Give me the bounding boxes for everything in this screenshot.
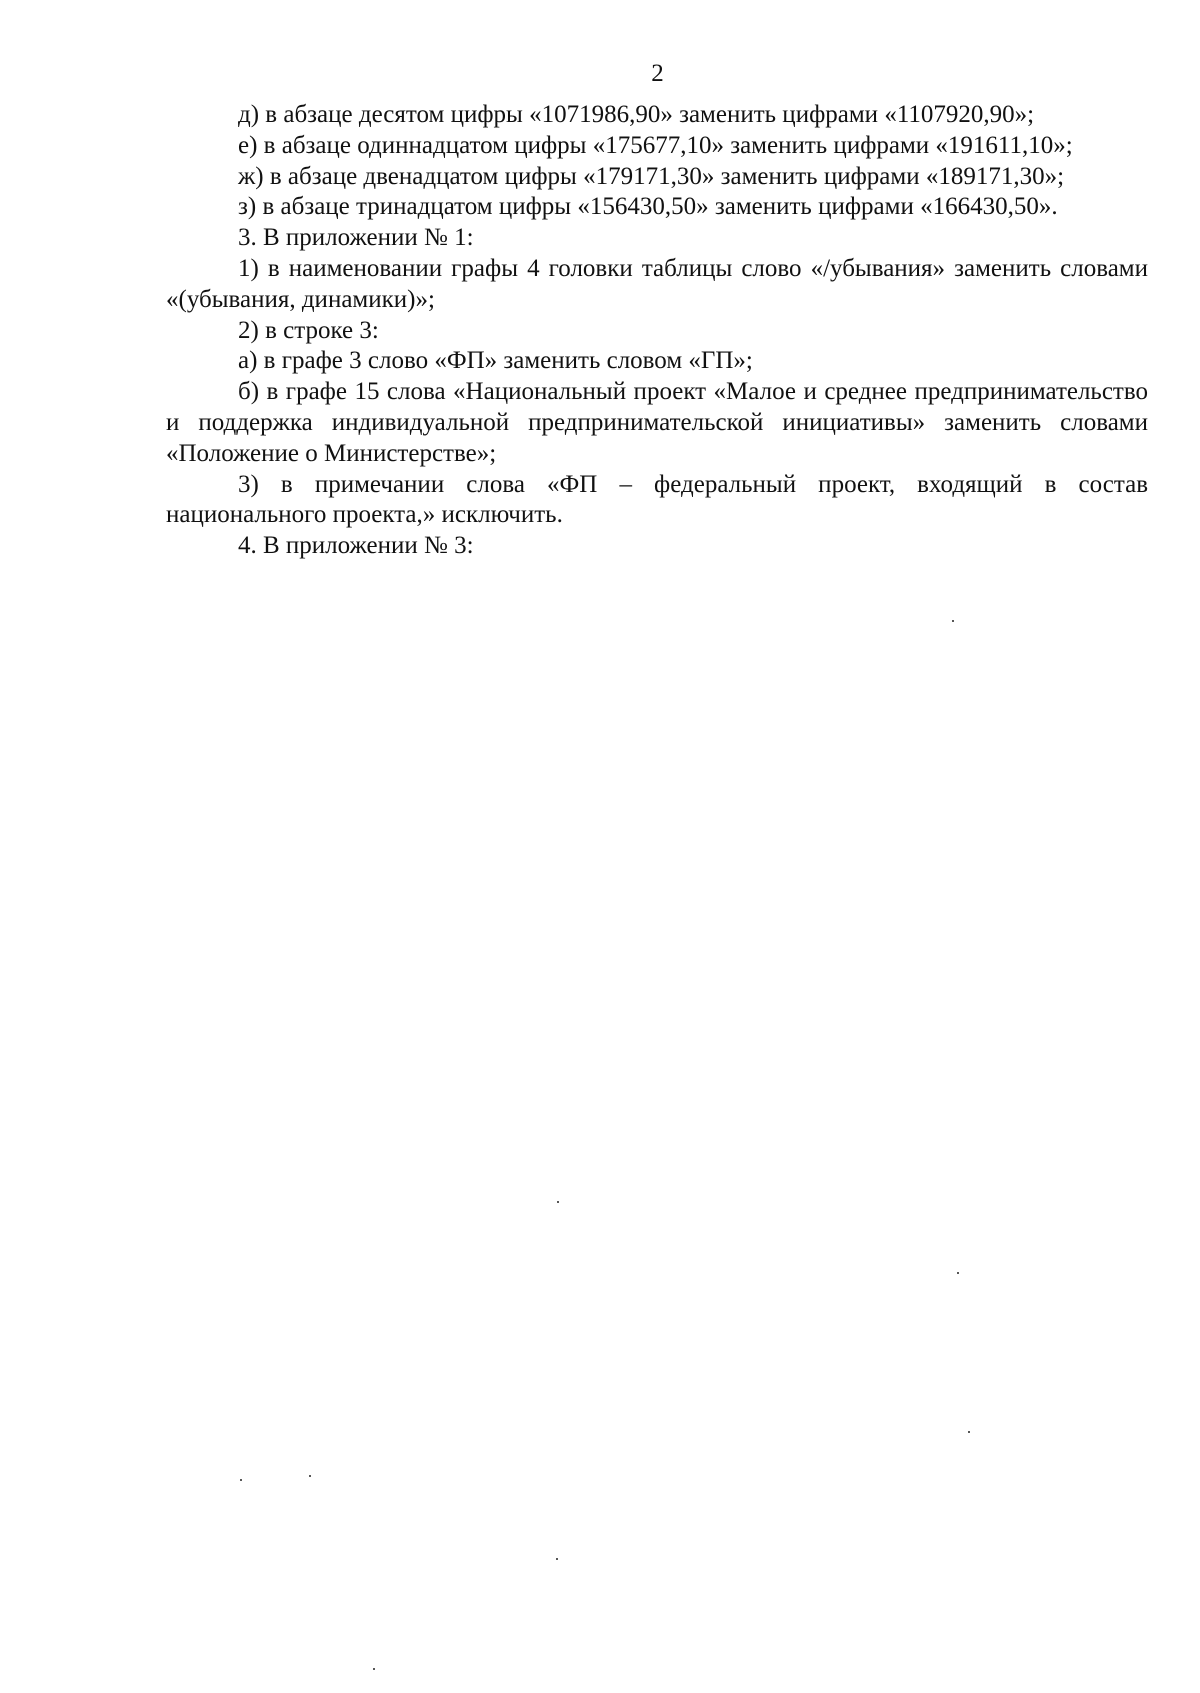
scan-speck <box>373 1668 375 1670</box>
paragraph-section-3-heading: 3. В приложении № 1: <box>238 224 474 252</box>
paragraph-item-b: б) в графе 15 слова «Национальный проект «Малое и среднее предпринимательство и поддержка индивидуальной предпринимательской инициативы» заменить словами «Положение о Министерстве»; <box>166 378 1148 467</box>
paragraph-item-z: з) в абзаце тринадцатом цифры «156430,50» заменить цифрами «166430,50». <box>238 193 1058 221</box>
scan-speck <box>556 1558 558 1560</box>
scan-speck <box>309 1475 311 1477</box>
scan-speck <box>957 1272 959 1274</box>
paragraph-item-1: 1) в наименовании графы 4 головки таблицы слово «/убывания» заменить словами «(убывания, динамики)»; <box>166 254 1148 313</box>
paragraph-item-d: д) в абзаце десятом цифры «1071986,90» заменить цифрами «1107920,90»; <box>238 101 1035 128</box>
paragraph-item-3: 3) в примечании слова «ФП – федеральный проект, входящий в состав национального проекта,» исключить. <box>166 470 1148 529</box>
scan-speck <box>952 620 954 622</box>
paragraph-item-a: а) в графе 3 слово «ФП» заменить словом «ГП»; <box>238 347 753 375</box>
scan-speck <box>240 1479 242 1481</box>
paragraph-item-2: 2) в строке 3: <box>238 316 379 344</box>
paragraph-item-zh: ж) в абзаце двенадцатом цифры «179171,30» заменить цифрами «189171,30»; <box>238 162 1065 190</box>
document-body <box>166 100 1148 562</box>
scan-speck <box>968 1431 970 1433</box>
paragraph-item-e: е) в абзаце одиннадцатом цифры «175677,10» заменить цифрами «191611,10»; <box>238 131 1073 159</box>
page-number: 2 <box>651 60 664 87</box>
paragraph-section-4-heading: 4. В приложении № 3: <box>238 532 474 560</box>
scan-speck <box>557 1201 559 1203</box>
